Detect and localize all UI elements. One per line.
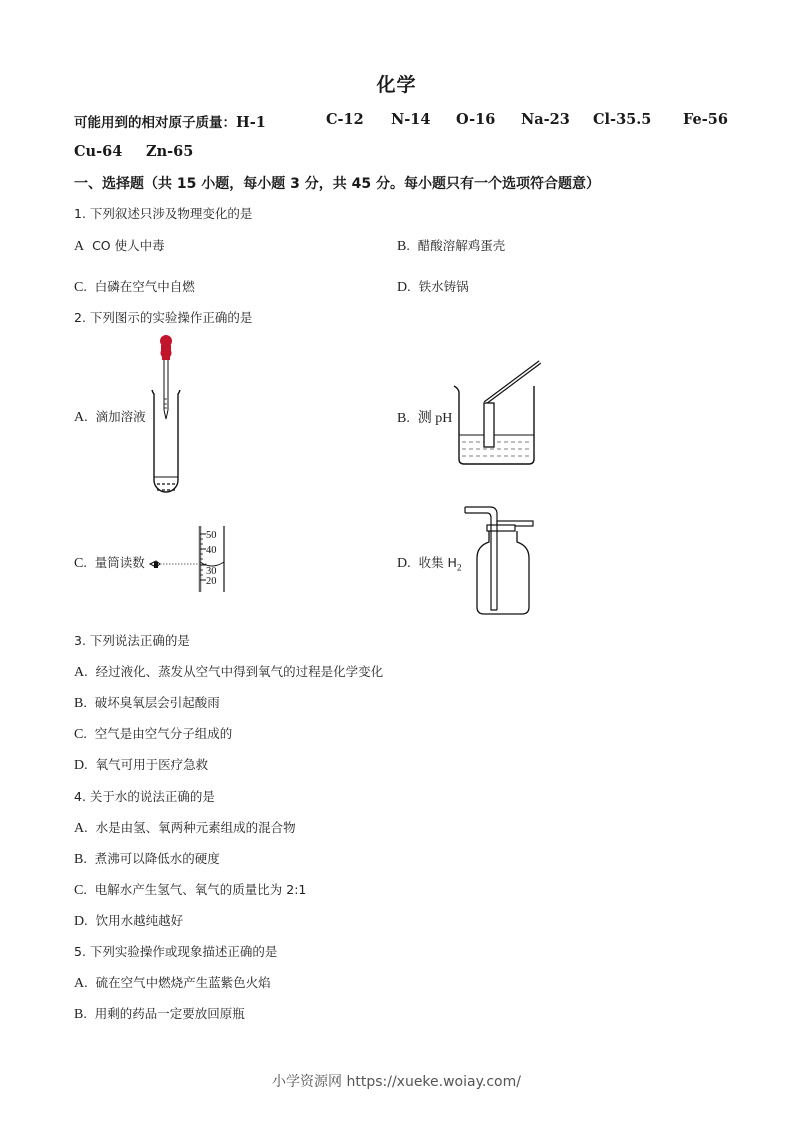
- svg-text:50: 50: [206, 530, 217, 541]
- q3-option-b: B. 破坏臭氧层会引起酸雨: [74, 695, 220, 711]
- gas-bottle-figure: [465, 502, 540, 617]
- mass-n: N-14: [391, 111, 431, 128]
- svg-text:40: 40: [206, 545, 217, 556]
- mass-o: O-16: [456, 111, 496, 128]
- q2-option-b: B. 测 pH: [397, 411, 453, 426]
- mass-cu: Cu-64: [74, 143, 123, 160]
- q5-option-b: B. 用剩的药品一定要放回原瓶: [74, 1006, 245, 1022]
- q3-option-d: D. 氧气可用于医疗急救: [74, 757, 209, 773]
- beaker-ph-figure: [452, 358, 552, 470]
- mass-zn: Zn-65: [146, 143, 194, 160]
- q4-option-a: A. 水是由氢、氧两种元素组成的混合物: [74, 820, 296, 836]
- svg-text:20: 20: [206, 576, 217, 587]
- q3-option-a: A. 经过液化、蒸发从空气中得到氧气的过程是化学变化: [74, 664, 384, 680]
- dropper-test-tube-figure: [145, 330, 195, 500]
- question-5-stem: 5. 下列实验操作或现象描述正确的是: [74, 944, 278, 959]
- mass-na: Na-23: [521, 111, 570, 128]
- q1-option-a: A CO 使人中毒: [74, 238, 165, 254]
- q2-option-d: D. 收集 $H_2$: [397, 555, 462, 573]
- q4-option-b: B. 煮沸可以降低水的硬度: [74, 851, 220, 867]
- question-1-stem: 1. 下列叙述只涉及物理变化的是: [74, 206, 253, 221]
- q4-option-c: C. 电解水产生氢气、氧气的质量比为 2:1: [74, 882, 307, 898]
- atomic-mass-label: 可能用到的相对原子质量：H-1: [74, 114, 266, 131]
- q5-option-a: A. 硫在空气中燃烧产生蓝紫色火焰: [74, 975, 271, 991]
- mass-h: H-1: [236, 114, 266, 131]
- question-4-stem: 4. 关于水的说法正确的是: [74, 789, 215, 804]
- q1-option-c: C. 白磷在空气中自燃: [74, 279, 195, 295]
- question-2-stem: 2. 下列图示的实验操作正确的是: [74, 310, 253, 325]
- mass-fe: Fe-56: [683, 111, 728, 128]
- q2-option-a: A. 滴加溶液: [74, 409, 146, 425]
- q2-option-c: C. 量筒读数: [74, 555, 145, 571]
- question-3-stem: 3. 下列说法正确的是: [74, 633, 190, 648]
- section-heading: 一、选择题（共 15 小题，每小题 3 分，共 45 分。每小题只有一个选项符合题意）: [74, 176, 600, 192]
- footer-watermark: 小学资源网 https://xueke.woiay.com/: [272, 1074, 521, 1090]
- q1-option-d: D. 铁水铸锅: [397, 279, 469, 295]
- q1-option-b: B. 醋酸溶解鸡蛋壳: [397, 238, 506, 254]
- graduated-cylinder-figure: [148, 524, 233, 594]
- mass-c: C-12: [326, 111, 364, 128]
- svg-text:30: 30: [206, 566, 217, 577]
- q4-option-d: D. 饮用水越纯越好: [74, 913, 184, 929]
- mass-cl: Cl-35.5: [593, 111, 652, 128]
- page-title: 化学: [376, 74, 417, 96]
- q3-option-c: C. 空气是由空气分子组成的: [74, 726, 233, 742]
